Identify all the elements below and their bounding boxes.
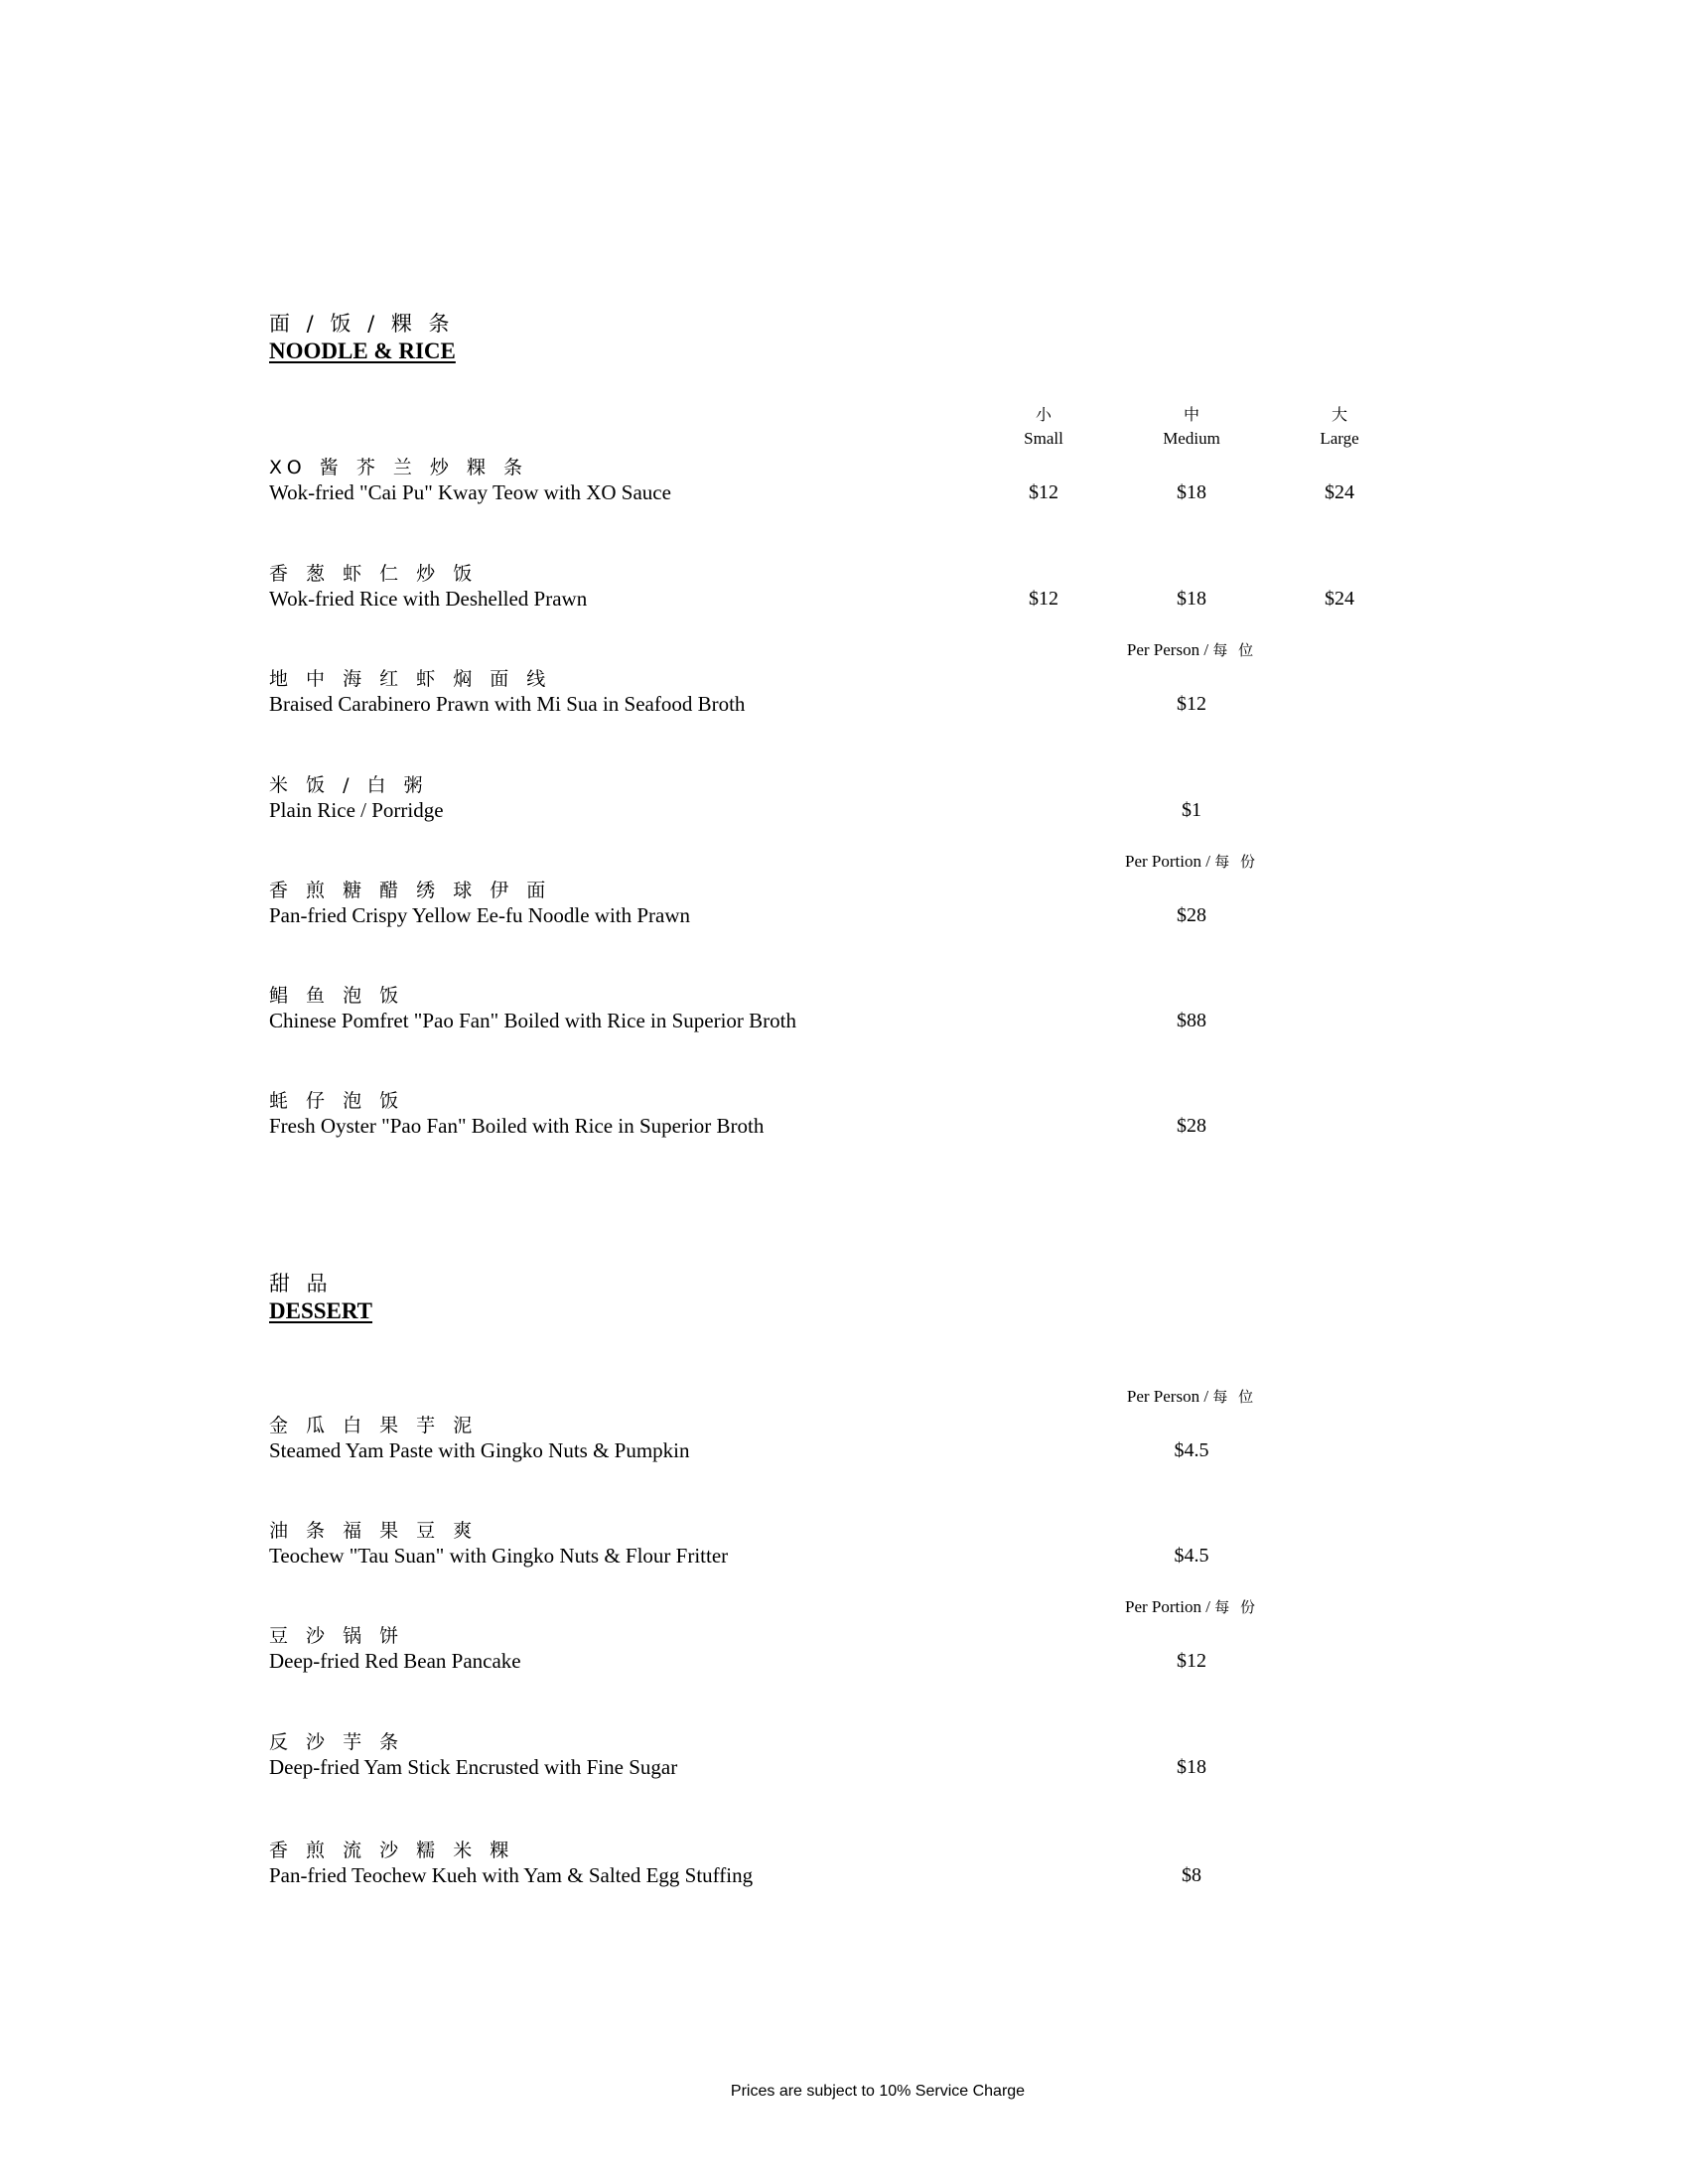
menu-item-name-cn: 米 饭 / 白 粥: [269, 774, 429, 796]
price: $88: [1177, 1010, 1206, 1031]
unit-label-per-portion: Per Portion / 每 份: [1125, 1597, 1258, 1616]
menu-item-name-cn: 蚝 仔 泡 饭: [269, 1090, 405, 1112]
menu-item-name-en: Deep-fried Red Bean Pancake: [269, 1649, 521, 1673]
price-small: $12: [1029, 481, 1058, 503]
menu-item-name-en: Fresh Oyster "Pao Fan" Boiled with Rice in Superior Broth: [269, 1114, 765, 1138]
price: $4.5: [1174, 1545, 1209, 1567]
menu-item-name-en: Plain Rice / Porridge: [269, 798, 444, 822]
section-title-cn: 面 / 饭 / 粿 条: [269, 312, 455, 336]
size-header-large-cn: 大: [1331, 405, 1347, 424]
menu-item-name-en: Steamed Yam Paste with Gingko Nuts & Pumpkin: [269, 1438, 690, 1462]
unit-label-per-portion: Per Portion / 每 份: [1125, 852, 1258, 871]
price: $28: [1177, 1115, 1206, 1137]
section-title-cn: 甜 品: [269, 1272, 333, 1296]
menu-item-name-cn: 油 条 福 果 豆 爽: [269, 1520, 479, 1542]
service-charge-note: Prices are subject to 10% Service Charge: [730, 2083, 1026, 2100]
menu-item-name-en: Deep-fried Yam Stick Encrusted with Fine Sugar: [269, 1755, 678, 1779]
menu-item-name-cn: 金 瓜 白 果 芋 泥: [269, 1415, 479, 1436]
size-header-medium-cn: 中: [1183, 405, 1199, 424]
menu-item-name-en: Pan-fried Crispy Yellow Ee-fu Noodle with Prawn: [269, 903, 691, 927]
size-header-small: Small: [1024, 429, 1063, 448]
size-header-large: Large: [1320, 429, 1359, 448]
price-medium: $18: [1177, 588, 1206, 610]
price: $8: [1182, 1864, 1201, 1886]
menu-item-name-cn: 鲳 鱼 泡 饭: [269, 985, 405, 1007]
menu-item-name-cn: 反 沙 芋 条: [269, 1731, 405, 1753]
menu-item-name-en: Braised Carabinero Prawn with Mi Sua in Seafood Broth: [269, 692, 746, 716]
price-large: $24: [1325, 588, 1354, 610]
price-medium: $18: [1177, 481, 1206, 503]
menu-item-name-cn: 香 煎 流 沙 糯 米 粿: [269, 1840, 515, 1861]
price: $12: [1177, 693, 1206, 715]
price: $28: [1177, 904, 1206, 926]
price: $18: [1177, 1756, 1206, 1778]
price-large: $24: [1325, 481, 1354, 503]
price: $12: [1177, 1650, 1206, 1672]
menu-item-name-cn: 地 中 海 红 虾 焖 面 线: [269, 668, 552, 690]
menu-item-name-en: Teochew "Tau Suan" with Gingko Nuts & Flour Fritter: [269, 1544, 729, 1568]
menu-item-name-en: Wok-fried Rice with Deshelled Prawn: [269, 587, 588, 611]
menu-item-name-en: Wok-fried "Cai Pu" Kway Teow with XO Sauce: [269, 480, 671, 504]
unit-label-per-person: Per Person / 每 位: [1126, 1387, 1257, 1406]
unit-label-per-person: Per Person / 每 位: [1126, 640, 1257, 659]
menu-item-name-cn: XO 酱 芥 兰 炒 粿 条: [269, 457, 528, 478]
section-title-en: NOODLE & RICE: [269, 339, 456, 363]
menu-item-name-en: Pan-fried Teochew Kueh with Yam & Salted Egg Stuffing: [269, 1863, 754, 1887]
menu-item-name-cn: 香 煎 糖 醋 绣 球 伊 面: [269, 880, 552, 901]
size-header-small-cn: 小: [1035, 405, 1052, 424]
price-small: $12: [1029, 588, 1058, 610]
menu-item-name-en: Chinese Pomfret "Pao Fan" Boiled with Rice in Superior Broth: [269, 1009, 797, 1032]
menu-item-name-cn: 豆 沙 锅 饼: [269, 1625, 405, 1647]
section-title-en: DESSERT: [269, 1298, 373, 1323]
price: $1: [1182, 799, 1201, 821]
price: $4.5: [1174, 1439, 1209, 1461]
size-header-medium: Medium: [1163, 429, 1220, 448]
menu-item-name-cn: 香 葱 虾 仁 炒 饭: [269, 563, 479, 585]
